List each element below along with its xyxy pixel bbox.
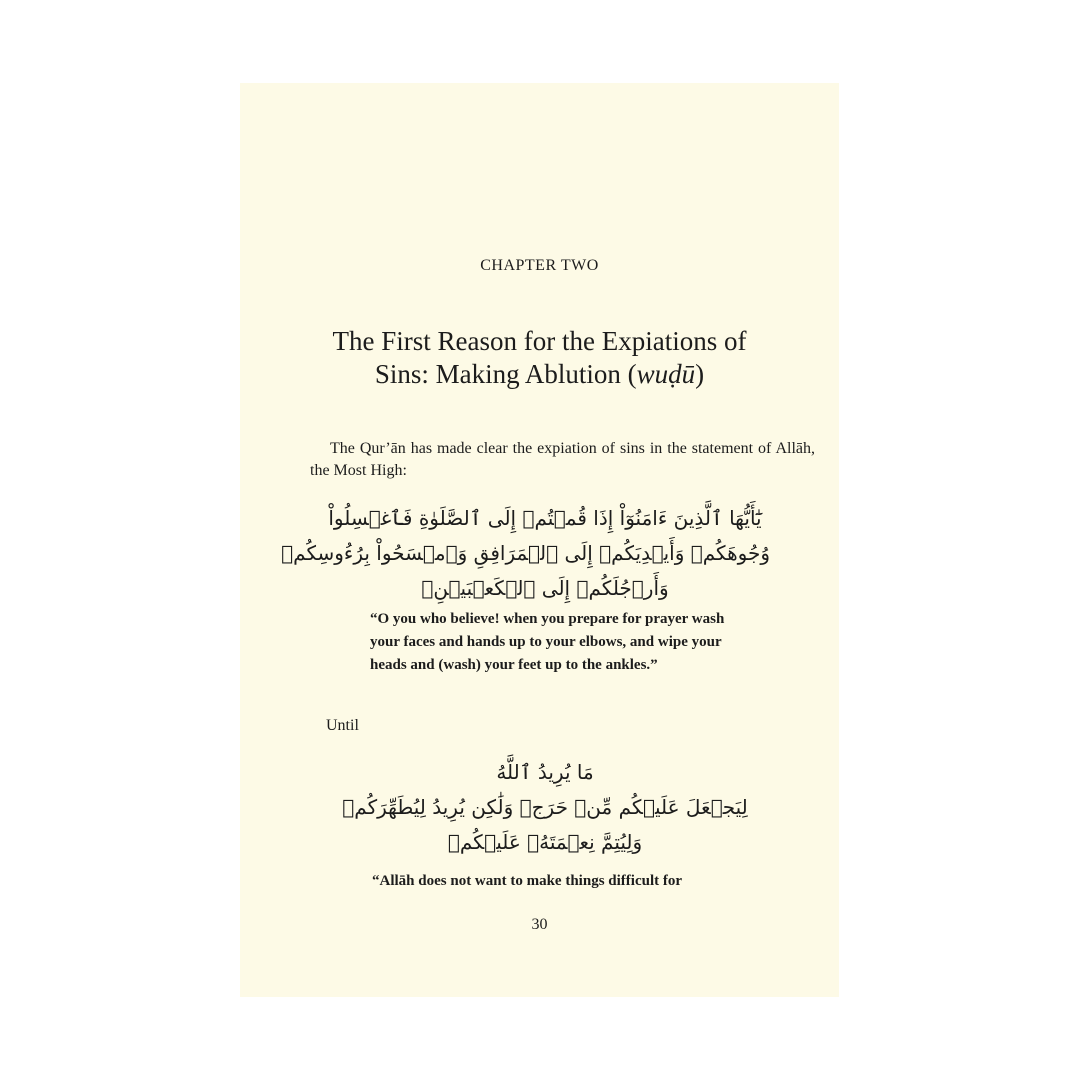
chapter-title-line-1: The First Reason for the Expiations of [332, 326, 747, 356]
chapter-title-suffix: ) [695, 359, 705, 389]
verse-1-translation: “O you who believe! when you prepare for prayer wash your faces and hands up to your elbows, and wipe your heads and (wash) your feet up to the ankles.” [370, 611, 725, 673]
arabic-verse-2-line: لِيَجۡعَلَ عَلَيۡكُم مِّنۡ حَرَجٖ وَلَٰكِن يُرِيدُ لِيُطَهِّرَكُمۡ [342, 795, 748, 819]
chapter-title-prefix: Sins: Making Ablution ( [374, 359, 637, 389]
arabic-verse-2 [320, 755, 770, 860]
arabic-verse-1-line: وَأَرۡجُلَكُمۡ إِلَى ٱلۡكَعۡبَيۡنِۚ [421, 576, 669, 600]
chapter-title-transliteration: wuḍū [636, 359, 696, 389]
chapter-title [240, 325, 839, 391]
arabic-verse-1-line: وُجُوهَكُمۡ وَأَيۡدِيَكُمۡ إِلَى ٱلۡمَرَافِقِ وَٱمۡسَحُواْ بِرُءُوسِكُمۡ [281, 541, 770, 565]
book-page [240, 83, 839, 997]
verse-2-translation: “Allāh does not want to make things difficult for [372, 873, 683, 889]
until-label: Until [326, 717, 359, 734]
page-number: 30 [531, 916, 548, 933]
arabic-verse-2-line: مَا يُرِيدُ ٱللَّهُ [496, 760, 594, 784]
intro-paragraph: The Qur’ān has made clear the expiation of sins in the statement of Allāh, the Most High: [310, 440, 815, 479]
chapter-title-line-2 [240, 358, 839, 391]
arabic-verse-1-line: يَٰٓأَيُّهَا ٱلَّذِينَ ءَامَنُوٓاْ إِذَا قُمۡتُمۡ إِلَى ٱلصَّلَوٰةِ فَٱغۡسِلُواْ [328, 506, 762, 530]
arabic-verse-2-line: وَلِيُتِمَّ نِعۡمَتَهُۥ عَلَيۡكُمۡ [447, 830, 643, 854]
arabic-verse-1 [281, 501, 770, 606]
chapter-label: CHAPTER TWO [480, 257, 599, 274]
